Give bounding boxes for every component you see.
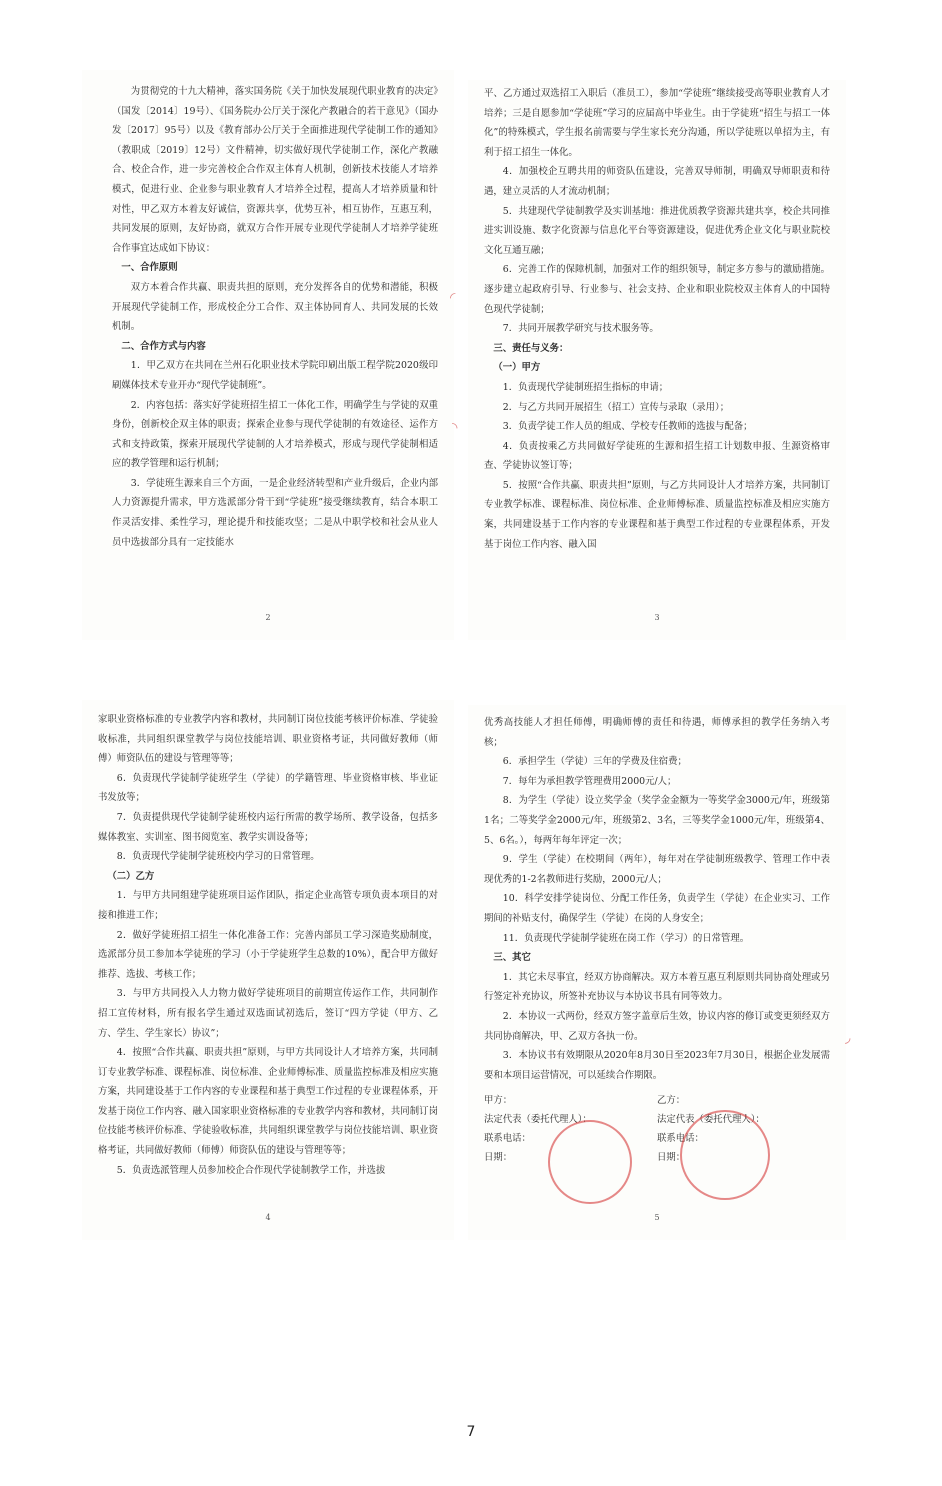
signature-block [484,1091,830,1167]
paragraph: 2．与乙方共同开展招生（招工）宣传与录取（录用）； [502,401,730,413]
rep-b-label: 法定代表（委托代理人）： [657,1114,765,1126]
paragraph: 9．学生（学徒）在校期间（两年），每年对在学徒制班级教学、管理工作中表现优秀的1-2名教师进行奖励，2000元/人； [484,854,830,885]
paragraph: 2．做好学徒班招工招生一体化准备工作：完善内部员工学习深造奖励制度，选派部分员工参加本学徒班的学习（小于学徒班学生总数的10%），配合甲方做好推荐、选拔、考核工作； [98,929,438,980]
page-number: 5 [654,1213,660,1222]
paragraph: 1．其它未尽事宜，经双方协商解决。双方本着互惠互利原则共同协商处理或另行签定补充协议，所签补充协议与本协议书具有同等效力。 [484,971,830,1003]
date-a-label: 日期： [484,1152,513,1164]
party-a-label: 甲方： [484,1095,513,1107]
paragraph: 5．按照“合作共赢、职责共担”原则，与乙方共同设计人才培养方案，共同制订专业教学标准、课程标准、岗位标准、企业师傅标准、质量监控标准及相应实施方案，共同建设基于工作内容的专业课程和基于典型工作过程的专业课程体系，开发基于岗位工作内容、融入国 [484,479,830,550]
paragraph: 3．本协议书有效期限从2020年8月30日至2023年7月30日，根据企业发展需要和本项目运营情况，可以延续合作期限。 [484,1050,830,1081]
date-b-label: 日期： [657,1152,686,1164]
paragraph: 4．加强校企互聘共用的师资队伍建设，完善双导师制，明确双导师职责和待遇，建立灵活的人才流动机制； [484,166,830,197]
paragraph: 2．本协议一式两份，经双方签字盖章后生效，协议内容的修订或变更须经双方共同协商解决，甲、乙双方各执一份。 [484,1010,830,1042]
page-number: 3 [654,613,660,622]
subsection-heading: （一）甲方 [493,362,541,374]
paragraph: 优秀高技能人才担任师傅，明确师傅的责任和待遇，师傅承担的教学任务纳入考核； [484,717,830,748]
paragraph: 平、乙方通过双选招工入职后（准员工），参加“学徒班”继续接受高等职业教育人才培养；三是自愿参加“学徒班”学习的应届高中毕业生。由于学徒班“招生与招工一体化”的特殊模式，学生报名前需要与学生家长充分沟通，所以学徒班以单招为主，有利于招工招生一体化。 [484,88,830,158]
paragraph: 10．科学安排学徒岗位、分配工作任务，负责学生（学徒）在企业实习、工作期间的补贴支付，确保学生（学徒）在岗的人身安全； [484,893,830,924]
paragraph: 5．共建现代学徒制教学及实训基地：推进优质教学资源共建共享，校企共同推进实训设施、数字化资源与信息化平台等资源建设，促进优秀企业文化与职业院校文化互通互融； [484,205,830,256]
paragraph: 5．负责选派管理人员参加校企合作现代学徒制教学工作，并选拔 [116,1164,386,1176]
paragraph: 6．负责现代学徒制学徒班学生（学徒）的学籍管理、毕业资格审核、毕业证书发放等； [98,772,438,804]
paragraph: 7．每年为承担教学管理费用2000元/人； [502,775,677,787]
document-page-3 [468,80,846,640]
paragraph: 1．与甲方共同组建学徒班项目运作团队，指定企业高管专项负责本项目的对接和推进工作； [98,890,438,921]
rep-a-label: 法定代表（委托代理人）： [484,1114,592,1126]
paragraph: 4．负责按乘乙方共同做好学徒班的生源和招生招工计划数申报、生源资格审查、学徒协议签订等； [484,440,830,472]
document-page-4 [82,700,454,1240]
phone-a-label: 联系电话： [484,1133,531,1145]
paragraph: 8．负责现代学徒制学徒班校内学习的日常管理。 [116,851,320,863]
seal-fragment-mid: ◝ [452,420,458,436]
section-heading: 三、其它 [493,952,531,964]
paragraph: 双方本着合作共赢、职责共担的原则，充分发挥各自的优势和潜能，积极开展现代学徒制工作，形成校企分工合作、双主体协同育人、共同发展的长效机制。 [112,281,438,333]
paragraph: 家职业资格标准的专业教学内容和教材，共同制订岗位技能考核评价标准、学徒验收标准，共同组织课堂教学与岗位技能培训、职业资格考证，共同做好教师（师傅）师资队伍的建设与管理等等； [98,714,438,765]
paragraph: 7．负责提供现代学徒制学徒班校内运行所需的教学场所、教学设备，包括多媒体教室、实训室、图书阅览室、教学实训设备等； [98,811,438,843]
page-number: 4 [265,1213,271,1222]
section-heading: 一、合作原则 [121,262,178,274]
paragraph: 1．负责现代学徒制班招生指标的申请； [502,381,669,393]
paragraph: 3．学徒班生源来自三个方面，一是企业经济转型和产业升级后，企业内部人力资源提升需求，甲方选派部分骨干到“学徒班”接受继续教育，结合本职工作灵活安排、柔性学习，理论提升和技能攻坚；二是从中职学校和社会从业人员中选拔部分具有一定技能水 [112,477,438,548]
document-page-2 [82,70,454,640]
paragraph: 为贯彻党的十九大精神，落实国务院《关于加快发展现代职业教育的决定》（国发〔2014〕19号）、《国务院办公厅关于深化产教融合的若干意见》（国办发〔2017〕95号）以及《教育部办公厅关于全面推进现代学徒制工作的通知》（教职成〔2019〕12号）文件精神，切实做好现代学徒制工作，深化产教融合、校企合作，进一步完善校企合作双主体育人机制，创新技术技能人才培养模式，促进行业、企业参与职业教育人才培养全过程，提高人才培养质量和针对性，甲乙双方本着友好诚信，资源共享，优势互补，相互协作，互惠互利，共同发展的原则，友好协商，就双方合作开展专业现代学徒制人才培养学徒班合作事宜达成如下协议： [112,86,438,254]
document-page-5 [468,705,846,1240]
party-b-label: 乙方： [657,1095,686,1107]
footer-page-number: 7 [466,1424,476,1440]
paragraph: 3．负责学徒工作人员的组成、学校专任教师的选拔与配备； [502,421,753,433]
paragraph: 7．共同开展教学研究与技术服务等。 [502,323,659,335]
seal-fragment-top: ◜ [450,290,456,306]
paragraph: 6．承担学生（学徒）三年的学费及住宿费； [502,756,687,768]
paragraph: 6．完善工作的保障机制，加强对工作的组织领导，制定多方参与的激励措施。逐步建立起政府引导、行业参与、社会支持、企业和职业院校双主体育人的中国特色现代学徒制； [484,264,830,315]
section-heading: 三、责任与义务： [493,342,569,354]
paragraph: 1．甲乙双方在共同在兰州石化职业技术学院印刷出版工程学院2020级印刷媒体技术专业开办“现代学徒制班”。 [112,360,438,391]
section-heading: 二、合作方式与内容 [121,340,206,352]
paragraph: 8．为学生（学徒）设立奖学金（奖学金金额为一等奖学金3000元/年，班级第1名；二等奖学金2000元/年，班级第2、3名，三等奖学金1000元/年，班级第4、5、6名。），每两年每年评定一次； [484,795,830,846]
phone-b-label: 联系电话： [657,1133,704,1145]
paragraph: 4．按照“合作共赢、职责共担”原则，与甲方共同设计人才培养方案，共同制订专业教学标准、课程标准、岗位标准、企业师傅标准、质量监控标准及相应实施方案，共同建设基于工作内容的专业课程和基于典型工作过程的专业课程体系，开发基于岗位工作内容、融入国家职业资格标准的专业教学内容和教材，共同制订岗位技能考核评价标准、学徒验收标准，共同组织课堂教学与岗位技能培训、职业资格考证，共同做好教师（师傅）师资队伍的建设与管理等等； [98,1047,438,1157]
paragraph: 2．内容包括：落实好学徒班招生招工一体化工作，明确学生与学徒的双重身份，创新校企双主体的职责；探索企业参与现代学徒制的有效途径、运作方式和支持政策，探索开展现代学徒制的人才培养模式，形成与现代学徒制相适应的教学管理和运行机制； [112,399,438,470]
seal-fragment-right: ◞ [845,1030,851,1046]
subsection-heading: （二）乙方 [107,870,155,882]
page-number: 2 [265,613,271,622]
paragraph: 3．与甲方共同投入人力物力做好学徒班项目的前期宣传运作工作，共同制作招工宣传材料，所有报名学生通过双选面试初选后，签订“四方学徒（甲方、乙方、学生、学生家长）协议”； [98,988,438,1039]
paragraph: 11．负责现代学徒制学徒班在岗工作（学习）的日常管理。 [502,932,750,944]
